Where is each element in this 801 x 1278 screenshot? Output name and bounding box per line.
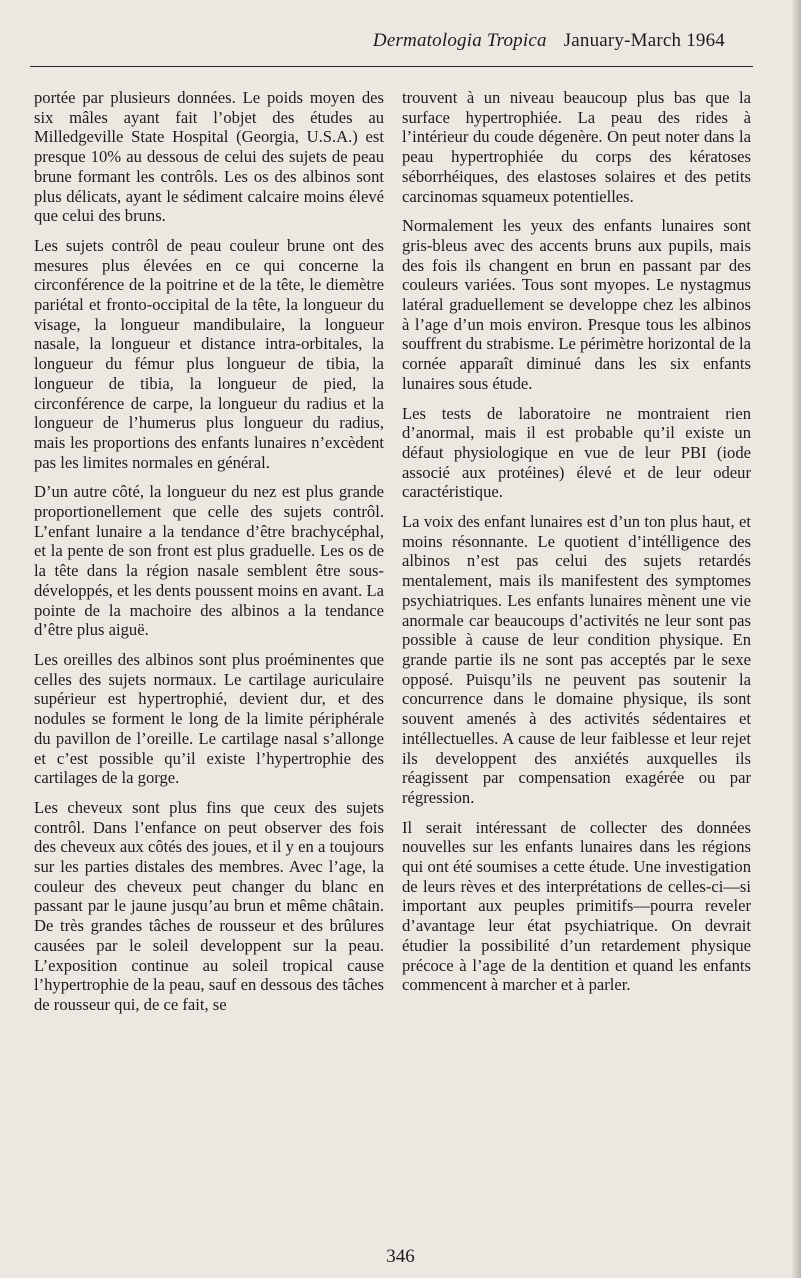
paragraph: Les oreilles des albinos sont plus proéminentes que celles des sujets normaux. Le cartilage auriculaire supérieur est hypertrophié, devient dur, et des nodules se forment le long de la limite périphérale du pavillon de l’oreille. Le cartilage nasal s’allonge et c’est possible qu’il existe l’hypertrophie des cartilages de la gorge.: [34, 649, 384, 788]
journal-title: Dermatologia Tropica: [372, 30, 547, 51]
paragraph: portée par plusieurs données. Le poids moyen des six mâles ayant fait l’objet des études au Milledgeville State Hospital (Georgia, U.S.A.) est presque 10% au dessous de celui des sujets de peau brune formant les contrôls. Les os des albinos sont plus délicats, ayant le sédiment calcaire moins élevé que celui des bruns.: [34, 88, 384, 226]
paragraph: Les sujets contrôl de peau couleur brune ont des mesures plus élevées en ce qui concerne la circonférence de la poitrine et de la tête, le diemètre pariétal et fronto-occipital de la tête, la longueur du visage, la longueur mandibulaire, la longueur nasale, la longueur et distance intra-orbitales, la longueur du fémur plus longueur de tibia, la longueur de tibia, la longueur de pied, la circonférence de carpe, la longueur du radius et la longueur de l’humerus plus longueur du radius, mais les proportions des enfants lunaires n’excèdent pas les limites normales en général.: [34, 235, 384, 472]
paragraph: La voix des enfant lunaires est d’un ton plus haut, et moins résonnante. Le quotient d’intélligence des albinos n’est pas celui des sujets retardés mentalement, mais ils manifestent des symptomes psychiatriques. Les enfants lunaires mènent une vie anormale car beaucoups d’activités ne leur sont pas possible à cause de leur condition physique. En grande partie ils ne sont pas acceptés par le sexe opposé. Puisqu’ils ne peuvent pas soutenir la concurrence dans le domaine physique, ils sont souvent amenés à des activités sédentaires et intéllectuelles. A cause de leur faiblesse et leur rejet ils developpent des anxiétés auxquelles ils réagissent par compensation exagérée ou par régression.: [402, 512, 751, 807]
running-header: [373, 30, 725, 52]
right-column: [402, 88, 751, 1005]
paragraph: D’un autre côté, la longueur du nez est plus grande proportionellement que celle des sujets contrôl. L’enfant lunaire a la tendance d’être brachycéphal, et la pente de son front est plus graduelle. Les os de la tête dans la région nasale semblent être sous-développés, et les dents poussent moins en avant. La pointe de la machoire des albinos a la tendance d’être plus aiguë.: [34, 482, 384, 640]
paragraph: Il serait intéressant de collecter des données nouvelles sur les enfants lunaires dans les régions qui ont été soumises a cette étude. Une investigation de leurs rèves et des interprétations de celles-ci—si important aux peuples primitifs—pourra reveler d’avantage leur état psychiatrique. On devrait étudier la possibilité d’un retardement physique précoce à l’age de la dentition et quand les enfants commencent à marcher et à parler.: [402, 817, 751, 995]
paragraph: Normalement les yeux des enfants lunaires sont gris-bleus avec des accents bruns aux pupils, mais des fois ils changent en brun en passant par des couleurs variées. Tous sont myopes. Le nystagmus latéral graduellement se developpe chez les albinos à l’age d’un mois environ. Presque tous les albinos souffrent du strabisme. Le périmètre horizontal de la cornée apparaît diminué dans les six enfants lunaires sous étude.: [402, 216, 751, 393]
paragraph: Les tests de laboratoire ne montraient rien d’anormal, mais il est probable qu’il existe un défaut physiologique en vue de leur PBI (iode associé aux protéines) élevé et de leur odeur caractéristique.: [402, 403, 751, 502]
header-rule: [30, 66, 753, 67]
left-column: [34, 88, 384, 1025]
issue-date: January-March 1964: [563, 30, 725, 51]
page-edge-shadow: [791, 0, 801, 1278]
paragraph: trouvent à un niveau beaucoup plus bas que la surface hypertrophiée. La peau des rides à l’intérieur du coude dégenère. On peut noter dans la peau hypertrophiée du corps des kératoses séborrhéiques, des elastoses solaires et des petits carcinomas squameux potentielles.: [402, 88, 751, 206]
paragraph: Les cheveux sont plus fins que ceux des sujets contrôl. Dans l’enfance on peut observer des fois des cheveux aux côtés des joues, et il y en a toujours sur les parties distales des membres. Avec l’age, la couleur des cheveux peut changer du blanc en passant par le jaune jusqu’au brun et même châtain. De très grandes tâches de rousseur et des brûlures causées par le soleil developpent sur la peau. L’exposition continue au soleil tropical cause l’hypertrophie de la peau, sauf en dessous des tâches de rousseur qui, de ce fait, se: [34, 797, 384, 1014]
page-number: 346: [386, 1246, 415, 1267]
